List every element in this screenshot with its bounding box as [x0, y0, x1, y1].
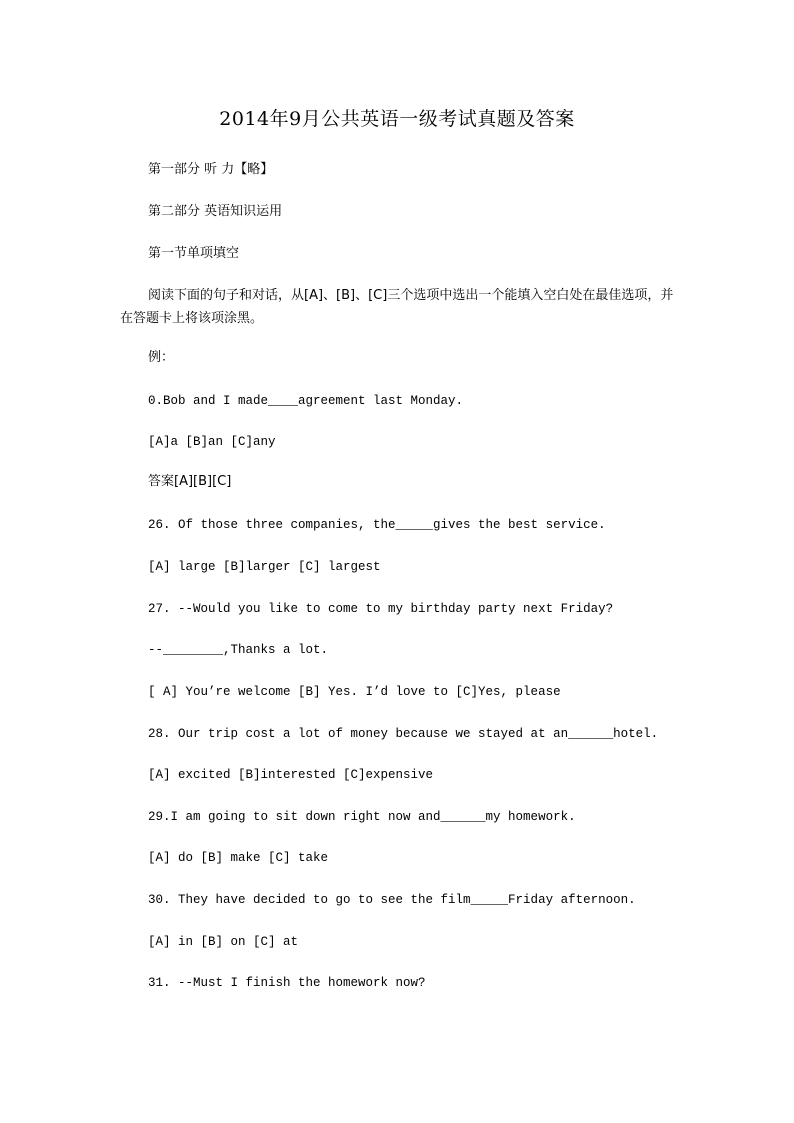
question-line: 30. They have decided to go to see the film_____Friday afternoon.	[148, 893, 636, 907]
question-line: 29.I am going to sit down right now and______my homework.	[148, 810, 576, 824]
options-line: [A]a [B]an [C]any	[148, 435, 276, 449]
document-title: 2014年9月公共英语一级考试真题及答案	[219, 108, 575, 130]
section-part-two: 第二部分 英语知识运用	[148, 204, 283, 219]
section-heading: 第一节单项填空	[148, 246, 240, 261]
question-line: 0.Bob and I made____agreement last Monday.	[148, 394, 464, 408]
options-line: [A] do [B] make [C] take	[148, 851, 329, 865]
options-line: [A] large [B]larger [C] largest	[148, 560, 381, 574]
question-line: 28. Our trip cost a lot of money because we stayed at an______hotel.	[148, 727, 659, 741]
instructions-paragraph: 阅读下面的句子和对话，从[A]、[B]、[C]三个选项中选出一个能填入空白处在最佳选项，并在答题卡上将该项涂黑。	[120, 288, 674, 326]
answer-line: 答案[A][B][C]	[148, 474, 232, 489]
options-line: [ A] You’re welcome [B] Yes. I’d love to [C]Yes, please	[148, 685, 561, 699]
dialogue-line: --________,Thanks a lot.	[148, 643, 329, 657]
section-part-one: 第一部分 听 力【略】	[148, 162, 274, 177]
question-line: 27. --Would you like to come to my birthday party next Friday?	[148, 602, 614, 616]
question-line: 26. Of those three companies, the_____gives the best service.	[148, 518, 606, 532]
question-line: 31. --Must I finish the homework now?	[148, 976, 426, 990]
options-line: [A] excited [B]interested [C]expensive	[148, 768, 434, 782]
options-line: [A] in [B] on [C] at	[148, 935, 299, 949]
example-label: 例：	[148, 350, 175, 365]
